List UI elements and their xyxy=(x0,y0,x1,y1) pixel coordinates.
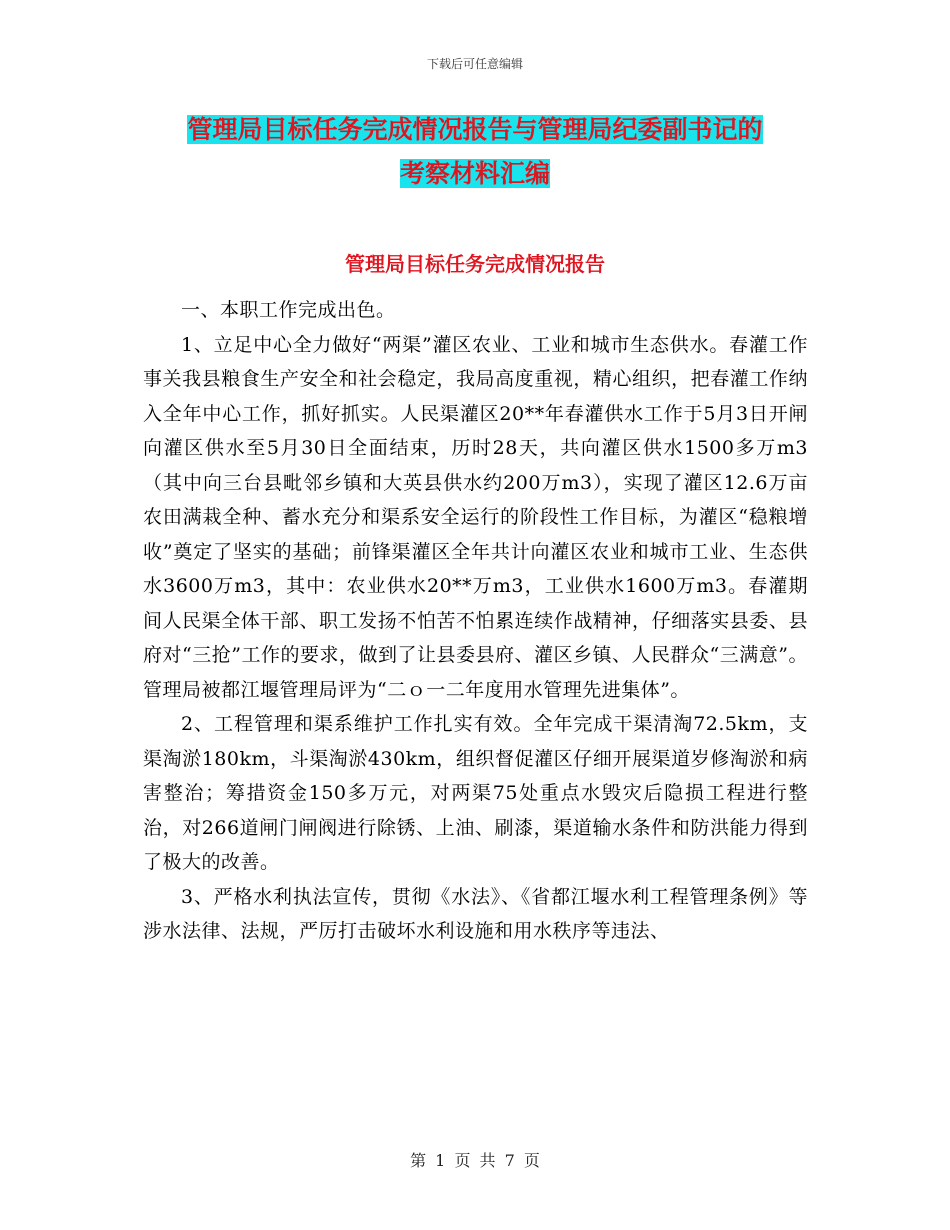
paragraph: 1、立足中心全力做好“两渠”灌区农业、工业和城市生态供水。春灌工作事关我县粮食生产安全和社会稳定，我局高度重视，精心组织，把春灌工作纳入全年中心工作，抓好抓实。人民渠灌区20**年春灌供水工作于5月3日开闸向灌区供水至5月30日全面结束，历时28天，共向灌区供水1500多万m3（其中向三台县毗邻乡镇和大英县供水约200万m3），实现了灌区12.6万亩农田满栽全种、蓄水充分和渠系安全运行的阶段性工作目标，为灌区“稳粮增收”奠定了坚实的基础；前锋渠灌区全年共计向灌区农业和城市工业、生态供水3600万m3，其中：农业供水20**万m3，工业供水1600万m3。春灌期间人民渠全体干部、职工发扬不怕苦不怕累连续作战精神，仔细落实县委、县府对“三抢”工作的要求，做到了让县委县府、灌区乡镇、人民群众“三满意”。管理局被都江堰管理局评为“二ｏ一二年度用水管理先进集体”。 xyxy=(143,333,808,701)
document-title xyxy=(140,108,810,196)
page-footer: 第 1 页 共 7 页 xyxy=(410,1151,540,1170)
section-title: 管理局目标任务完成情况报告 xyxy=(345,252,605,276)
paragraph: 2、工程管理和渠系维护工作扎实有效。全年完成干渠清淘72.5km，支渠淘淤180km，斗渠淘淤430km，组织督促灌区仔细开展渠道岁修淘淤和病害整治；筹措资金150多万元，对两渠75处重点水毁灾后隐损工程进行整治，对266道闸门闸阀进行除锈、上油、刷漆，渠道输水条件和防洪能力得到了极大的改善。 xyxy=(143,713,808,873)
document-title-line1: 管理局目标任务完成情况报告与管理局纪委副书记的 xyxy=(187,115,763,144)
paragraph: 3、严格水利执法宣传，贯彻《水法》、《省都江堰水利工程管理条例》等涉水法律、法规，严厉打击破坏水利设施和用水秩序等违法、 xyxy=(143,885,808,942)
body-text xyxy=(143,293,808,949)
paragraph: 一、本职工作完成出色。 xyxy=(181,299,396,321)
header-note: 下载后可任意编辑 xyxy=(426,57,523,71)
document-title-line2: 考察材料汇编 xyxy=(399,159,550,188)
